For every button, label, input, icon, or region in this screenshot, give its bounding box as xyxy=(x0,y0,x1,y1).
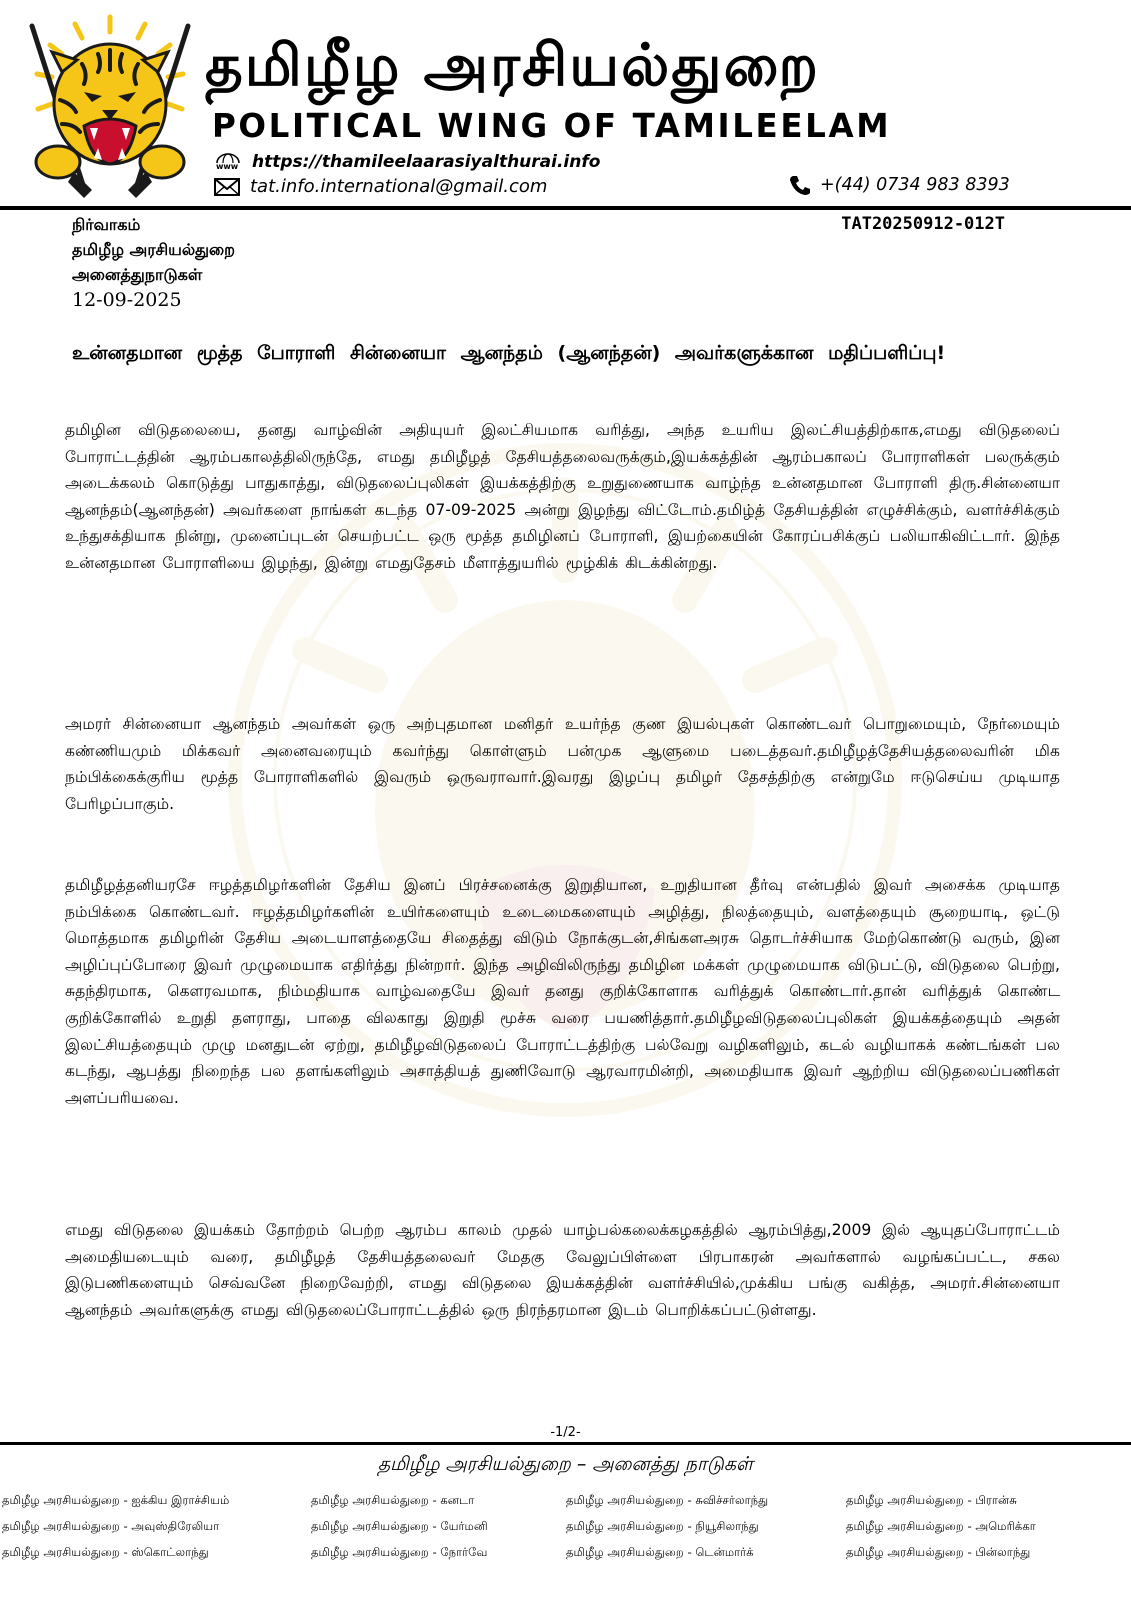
org-title-tamil: தமிழீழ அரசியல்துறை xyxy=(205,31,820,99)
statement-headline: உன்னதமான மூத்த போராளி சின்னையா ஆனந்தம் (ஆனந்தன்) அவர்களுக்கான மதிப்பளிப்பு! xyxy=(72,342,946,364)
email-link[interactable]: tat.info.international@gmail.com xyxy=(250,176,548,197)
branch-item: தமிழீழ அரசியல்துறை - அவுஸ்திரேலியா xyxy=(2,1519,220,1533)
org-title-english: POLITICAL WING OF TAMILEELAM xyxy=(212,107,892,145)
reference-number: TAT20250912-012T xyxy=(841,214,1005,234)
branch-item: தமிழீழ அரசியல்துறை - பின்லாந்து xyxy=(846,1545,1031,1559)
footer-title: தமிழீழ அரசியல்துறை – அனைத்து நாடுகள் xyxy=(377,1453,754,1475)
branch-list xyxy=(0,1488,1131,1600)
branch-item: தமிழீழ அரசியல்துறை - பிரான்சு xyxy=(846,1493,1017,1507)
sender-line-2: தமிழீழ அரசியல்துறை xyxy=(72,240,236,259)
body-paragraph: தமிழீழத்தனியரசே ஈழத்தமிழர்களின் தேசிய இனப் பிரச்சனைக்கு இறுதியான, உறுதியான தீர்வு என்பதில் இவர் அசைக்க முடியாத நம்பிக்கை கொண்டவர். ஈழத்தமிழர்களின் உயிர்களையும் உடைமைகளையும் அழித்து, நிலத்தையும், வளத்தையும் சூறையாடி, ஒட்டு மொத்தமாக தமிழரின் தேசிய அடையாளத்தையே சிதைத்து விடும் நோக்குடன்,சிங்களஅரசு தொடர்ச்சியாக மேற்கொண்டு வரும், இன அழிப்புப்போரை இவர் முழுமையாக எதிர்த்து நின்றார். இந்த அழிவிலிருந்து தமிழின மக்கள் முழுமையாக விடுபட்டு, விடுதலை பெற்று, சுதந்திரமாக, கௌரவமாக, நிம்மதியாக வாழ்வதையே இவர் தனது குறிக்கோளாக வரித்துக் கொண்டார்.தான் வரித்துக் கொண்ட குறிக்கோளில் உறுதி தளராது, பாதை விலகாது இறுதி மூச்சு வரை பயணித்தார்.தமிழீழவிடுதலைப்புலிகள் இயக்கத்தையும் அதன் இலட்சியத்தையும் முழு மனதுடன் ஏற்று, தமிழீழவிடுதலைப் போராட்டத்திற்கு பல்வேறு வழிகளிலும், கடல் வழியாகக் கண்டங்கள் பல கடந்து, ஆபத்து நிறைந்த பல தளங்களிலும் அசாத்தியத் துணிவோடு ஆரவாரமின்றி, அமைதியாக இவர் ஆற்றிய விடுதலைப்பணிகள் அளப்பரியவை. xyxy=(65,876,1060,1107)
body-paragraph: அமரர் சின்னையா ஆனந்தம் அவர்கள் ஒரு அற்புதமான மனிதர் உயர்ந்த குண இயல்புகள் கொண்டவர் பொறுமையும், நேர்மையும் கண்ணியமும் மிக்கவர் அனைவரையும் கவர்ந்து கொள்ளும் பன்முக ஆளுமை படைத்தவர்.தமிழீழத்தேசியத்தலைவரின் மிக நம்பிக்கைக்குரிய மூத்த போராளிகளில் இவரும் ஒருவராவார்.இவரது இழப்பு தமிழர் தேசத்திற்கு என்றுமே ஈடுசெய்ய முடியாத பேரிழப்பாகும். xyxy=(65,715,1060,813)
footer-divider xyxy=(0,1442,1131,1445)
branch-item: தமிழீழ அரசியல்துறை - ஸ்கொட்லாந்து xyxy=(2,1545,209,1559)
phone-number[interactable]: +(44) 0734 983 8393 xyxy=(820,175,1010,195)
phone-row xyxy=(788,174,1010,196)
website-link[interactable]: https://thamileelaarasiyalthurai.info xyxy=(252,152,601,172)
branch-item: தமிழீழ அரசியல்துறை - அமெரிக்கா xyxy=(846,1519,1036,1533)
document-date: 12-09-2025 xyxy=(72,289,182,311)
branch-item: தமிழீழ அரசியல்துறை - டென்மார்க் xyxy=(566,1545,754,1559)
branch-item: தமிழீழ அரசியல்துறை - யேர்மனி xyxy=(311,1519,488,1533)
phone-icon xyxy=(788,174,812,196)
website-row xyxy=(214,152,600,172)
email-row xyxy=(214,176,547,197)
www-icon-text: www xyxy=(216,162,239,171)
sender-line-1: நிர்வாகம் xyxy=(72,215,141,234)
body-paragraph: எமது விடுதலை இயக்கம் தோற்றம் பெற்ற ஆரம்ப காலம் முதல் யாழ்பல்கலைக்கழகத்தில் ஆரம்பித்து,2009 இல் ஆயுதப்போராட்டம் அமைதியடையும் வரை, தமிழீழத் தேசியத்தலைவர் மேதகு வேலுப்பிள்ளை பிரபாகரன் அவர்களால் வழங்கப்பட்ட, சகல இடுபணிகளையும் செவ்வனே நிறைவேற்றி, எமது விடுதலை இயக்கத்தின் வளர்ச்சியில்,முக்கிய பங்கு வகித்த, அமரர்.சின்னையா ஆனந்தம் அவர்களுக்கு எமது விடுதலைப்போராட்டத்தில் ஒரு நிரந்தரமான இடம் பொறிக்கப்பட்டுள்ளது. xyxy=(65,1221,1060,1319)
branch-item: தமிழீழ அரசியல்துறை - ஐக்கிய இராச்சியம் xyxy=(2,1493,230,1507)
branch-item: தமிழீழ அரசியல்துறை - கனடா xyxy=(311,1493,475,1507)
header-divider xyxy=(0,206,1131,210)
sender-line-3: அனைத்துநாடுகள் xyxy=(72,265,203,284)
page-number: -1/2- xyxy=(550,1425,581,1440)
sender-block xyxy=(72,212,235,313)
tiger-emblem-logo xyxy=(22,12,198,202)
branch-item: தமிழீழ அரசியல்துறை - நியூசிலாந்து xyxy=(566,1519,759,1533)
branch-item: தமிழீழ அரசியல்துறை - நோர்வே xyxy=(311,1545,488,1559)
branch-item: தமிழீழ அரசியல்துறை - சுவிச்சர்லாந்து xyxy=(566,1493,769,1507)
www-globe-icon xyxy=(214,152,242,172)
envelope-icon xyxy=(214,178,240,196)
body-paragraph: தமிழின விடுதலையை, தனது வாழ்வின் அதியுயர் இலட்சியமாக வரித்து, அந்த உயரிய இலட்சியத்திற்காக,எமது விடுதலைப் போராட்டத்தின் ஆரம்பகாலத்திலிருந்தே, எமது தமிழீழத் தேசியத்தலைவருக்கும்,இயக்கத்தின் ஆரம்பகாலப் போராளிகள் பலருக்கும் அடைக்கலம் கொடுத்து பாதுகாத்து, விடுதலைப்புலிகள் இயக்கத்திற்கு உறுதுணையாக வாழ்ந்த உன்னதமான போராளி திரு.சின்னையா ஆனந்தம்(ஆனந்தன்) அவர்களை நாங்கள் கடந்த 07-09-2025 அன்று இழந்து விட்டோம்.தமிழ்த் தேசியத்தின் எழுச்சிக்கும், வளர்ச்சிக்கும் உந்துசக்தியாக நின்று, முனைப்புடன் செயற்பட்ட ஒரு மூத்த தமிழினப் போராளி, இயற்கையின் கோரப்பசிக்குப் பலியாகிவிட்டார். இந்த உன்னதமான போராளியை இழந்து, இன்று எமதுதேசம் மீளாத்துயரில் மூழ்கிக் கிடக்கின்றது. xyxy=(65,421,1060,572)
